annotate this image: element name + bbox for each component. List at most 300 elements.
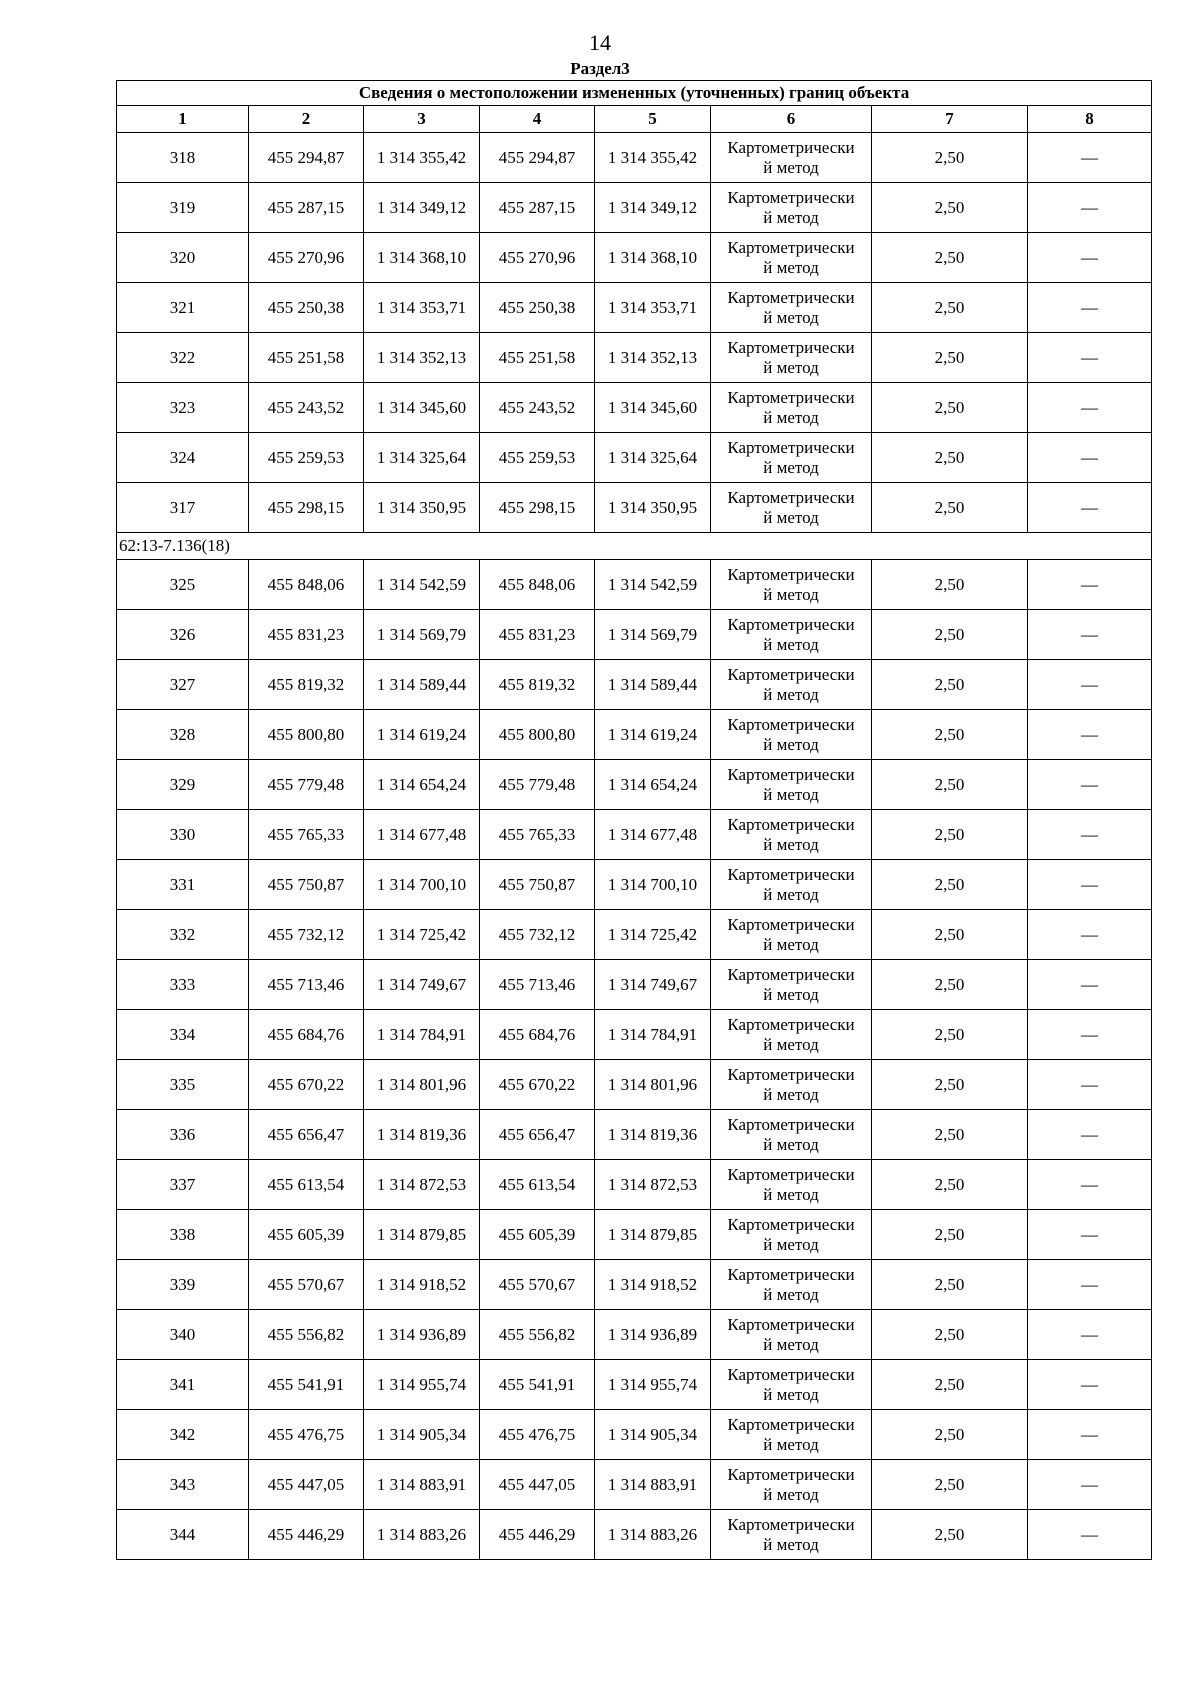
precision-value: 2,50 [872, 483, 1028, 533]
table-title: Сведения о местоположении измененных (уточненных) границ объекта [117, 81, 1152, 106]
x-new: 455 446,29 [480, 1510, 595, 1560]
y-new: 1 314 325,64 [595, 433, 711, 483]
x-new: 455 250,38 [480, 283, 595, 333]
description-dash: — [1028, 1510, 1152, 1560]
x-existing: 455 800,80 [249, 710, 364, 760]
precision-value: 2,50 [872, 660, 1028, 710]
x-existing: 455 294,87 [249, 133, 364, 183]
y-new: 1 314 352,13 [595, 333, 711, 383]
x-existing: 455 250,38 [249, 283, 364, 333]
method-text-line1: Картометрически [727, 1014, 855, 1034]
x-existing: 455 541,91 [249, 1360, 364, 1410]
method-cell [711, 1210, 872, 1260]
point-number: 320 [117, 233, 249, 283]
y-new: 1 314 883,91 [595, 1460, 711, 1510]
y-new: 1 314 905,34 [595, 1410, 711, 1460]
method-text-line2: й метод [763, 1434, 819, 1454]
method-text-line2: й метод [763, 1184, 819, 1204]
point-number: 335 [117, 1060, 249, 1110]
y-new: 1 314 725,42 [595, 910, 711, 960]
method-text-line2: й метод [763, 934, 819, 954]
y-existing: 1 314 819,36 [364, 1110, 480, 1160]
y-new: 1 314 784,91 [595, 1010, 711, 1060]
precision-value: 2,50 [872, 1410, 1028, 1460]
method-cell [711, 910, 872, 960]
description-dash: — [1028, 183, 1152, 233]
method-cell [711, 710, 872, 760]
method-text-line2: й метод [763, 207, 819, 227]
method-text-line2: й метод [763, 1534, 819, 1554]
x-existing: 455 779,48 [249, 760, 364, 810]
point-number: 322 [117, 333, 249, 383]
point-number: 323 [117, 383, 249, 433]
description-dash: — [1028, 710, 1152, 760]
table-row [117, 1060, 1152, 1110]
table-row [117, 910, 1152, 960]
method-text-line1: Картометрически [727, 1414, 855, 1434]
y-new: 1 314 801,96 [595, 1060, 711, 1110]
precision-value: 2,50 [872, 1060, 1028, 1110]
x-existing: 455 670,22 [249, 1060, 364, 1110]
column-header: 3 [364, 106, 480, 133]
method-cell [711, 183, 872, 233]
y-existing: 1 314 542,59 [364, 560, 480, 610]
method-text-line1: Картометрически [727, 287, 855, 307]
x-new: 455 765,33 [480, 810, 595, 860]
description-dash: — [1028, 1060, 1152, 1110]
method-text-line2: й метод [763, 307, 819, 327]
table-row [117, 183, 1152, 233]
description-dash: — [1028, 1160, 1152, 1210]
method-cell [711, 1360, 872, 1410]
description-dash: — [1028, 660, 1152, 710]
y-new: 1 314 619,24 [595, 710, 711, 760]
precision-value: 2,50 [872, 183, 1028, 233]
column-header: 1 [117, 106, 249, 133]
x-existing: 455 556,82 [249, 1310, 364, 1360]
method-cell [711, 860, 872, 910]
method-cell [711, 660, 872, 710]
y-new: 1 314 345,60 [595, 383, 711, 433]
y-new: 1 314 355,42 [595, 133, 711, 183]
column-header: 5 [595, 106, 711, 133]
precision-value: 2,50 [872, 610, 1028, 660]
y-new: 1 314 589,44 [595, 660, 711, 710]
x-new: 455 294,87 [480, 133, 595, 183]
description-dash: — [1028, 1360, 1152, 1410]
precision-value: 2,50 [872, 1360, 1028, 1410]
table-row [117, 133, 1152, 183]
y-new: 1 314 349,12 [595, 183, 711, 233]
y-existing: 1 314 353,71 [364, 283, 480, 333]
table-row [117, 1010, 1152, 1060]
precision-value: 2,50 [872, 1210, 1028, 1260]
x-existing: 455 259,53 [249, 433, 364, 483]
table-row [117, 1510, 1152, 1560]
precision-value: 2,50 [872, 233, 1028, 283]
method-text-line2: й метод [763, 834, 819, 854]
description-dash: — [1028, 1260, 1152, 1310]
y-existing: 1 314 784,91 [364, 1010, 480, 1060]
y-new: 1 314 368,10 [595, 233, 711, 283]
y-new: 1 314 353,71 [595, 283, 711, 333]
y-existing: 1 314 883,91 [364, 1460, 480, 1510]
precision-value: 2,50 [872, 1460, 1028, 1510]
y-existing: 1 314 918,52 [364, 1260, 480, 1310]
group-label: 62:13-7.136(18) [117, 533, 1152, 560]
method-cell [711, 1110, 872, 1160]
precision-value: 2,50 [872, 810, 1028, 860]
y-existing: 1 314 350,95 [364, 483, 480, 533]
method-text-line1: Картометрически [727, 614, 855, 634]
y-existing: 1 314 352,13 [364, 333, 480, 383]
point-number: 324 [117, 433, 249, 483]
column-header: 6 [711, 106, 872, 133]
method-text-line1: Картометрически [727, 1364, 855, 1384]
x-existing: 455 656,47 [249, 1110, 364, 1160]
y-new: 1 314 654,24 [595, 760, 711, 810]
x-existing: 455 613,54 [249, 1160, 364, 1210]
method-text-line2: й метод [763, 584, 819, 604]
y-existing: 1 314 905,34 [364, 1410, 480, 1460]
method-text-line1: Картометрически [727, 137, 855, 157]
method-cell [711, 1010, 872, 1060]
table-row [117, 1460, 1152, 1510]
method-text-line2: й метод [763, 984, 819, 1004]
x-new: 455 670,22 [480, 1060, 595, 1110]
x-new: 455 259,53 [480, 433, 595, 483]
point-number: 343 [117, 1460, 249, 1510]
method-cell [711, 1060, 872, 1110]
x-existing: 455 713,46 [249, 960, 364, 1010]
description-dash: — [1028, 1010, 1152, 1060]
table-row [117, 660, 1152, 710]
y-new: 1 314 936,89 [595, 1310, 711, 1360]
method-cell [711, 560, 872, 610]
method-cell [711, 333, 872, 383]
column-header: 4 [480, 106, 595, 133]
precision-value: 2,50 [872, 1010, 1028, 1060]
method-text-line2: й метод [763, 357, 819, 377]
point-number: 331 [117, 860, 249, 910]
x-existing: 455 732,12 [249, 910, 364, 960]
description-dash: — [1028, 1410, 1152, 1460]
table-row [117, 383, 1152, 433]
table-row [117, 483, 1152, 533]
x-new: 455 556,82 [480, 1310, 595, 1360]
point-number: 317 [117, 483, 249, 533]
method-cell [711, 1160, 872, 1210]
method-cell [711, 133, 872, 183]
y-existing: 1 314 801,96 [364, 1060, 480, 1110]
x-new: 455 750,87 [480, 860, 595, 910]
x-new: 455 476,75 [480, 1410, 595, 1460]
description-dash: — [1028, 333, 1152, 383]
method-cell [711, 433, 872, 483]
x-existing: 455 243,52 [249, 383, 364, 433]
method-text-line2: й метод [763, 257, 819, 277]
method-text-line1: Картометрически [727, 664, 855, 684]
point-number: 318 [117, 133, 249, 183]
method-text-line1: Картометрически [727, 1064, 855, 1084]
y-new: 1 314 542,59 [595, 560, 711, 610]
x-new: 455 800,80 [480, 710, 595, 760]
table-title-row [117, 81, 1152, 106]
column-header: 8 [1028, 106, 1152, 133]
description-dash: — [1028, 1310, 1152, 1360]
method-text-line1: Картометрически [727, 1164, 855, 1184]
x-existing: 455 446,29 [249, 1510, 364, 1560]
description-dash: — [1028, 760, 1152, 810]
method-text-line2: й метод [763, 1084, 819, 1104]
x-existing: 455 750,87 [249, 860, 364, 910]
x-new: 455 251,58 [480, 333, 595, 383]
x-new: 455 243,52 [480, 383, 595, 433]
y-existing: 1 314 569,79 [364, 610, 480, 660]
precision-value: 2,50 [872, 860, 1028, 910]
method-cell [711, 233, 872, 283]
description-dash: — [1028, 810, 1152, 860]
x-new: 455 541,91 [480, 1360, 595, 1410]
x-new: 455 656,47 [480, 1110, 595, 1160]
precision-value: 2,50 [872, 1510, 1028, 1560]
y-new: 1 314 883,26 [595, 1510, 711, 1560]
table-row [117, 810, 1152, 860]
y-new: 1 314 872,53 [595, 1160, 711, 1210]
y-existing: 1 314 325,64 [364, 433, 480, 483]
y-new: 1 314 955,74 [595, 1360, 711, 1410]
point-number: 328 [117, 710, 249, 760]
method-cell [711, 383, 872, 433]
description-dash: — [1028, 483, 1152, 533]
precision-value: 2,50 [872, 1110, 1028, 1160]
method-text-line1: Картометрически [727, 237, 855, 257]
method-text-line1: Картометрически [727, 1214, 855, 1234]
method-cell [711, 483, 872, 533]
table-header-row [117, 106, 1152, 133]
x-new: 455 298,15 [480, 483, 595, 533]
method-text-line1: Картометрически [727, 914, 855, 934]
x-new: 455 779,48 [480, 760, 595, 810]
description-dash: — [1028, 560, 1152, 610]
x-existing: 455 570,67 [249, 1260, 364, 1310]
method-text-line2: й метод [763, 884, 819, 904]
point-number: 332 [117, 910, 249, 960]
table-row [117, 1160, 1152, 1210]
description-dash: — [1028, 283, 1152, 333]
point-number: 326 [117, 610, 249, 660]
column-header: 7 [872, 106, 1028, 133]
point-number: 329 [117, 760, 249, 810]
x-existing: 455 605,39 [249, 1210, 364, 1260]
method-text-line1: Картометрически [727, 1264, 855, 1284]
y-new: 1 314 350,95 [595, 483, 711, 533]
point-number: 327 [117, 660, 249, 710]
x-existing: 455 848,06 [249, 560, 364, 610]
precision-value: 2,50 [872, 433, 1028, 483]
y-existing: 1 314 879,85 [364, 1210, 480, 1260]
table-row [117, 710, 1152, 760]
x-new: 455 732,12 [480, 910, 595, 960]
method-cell [711, 810, 872, 860]
table-row [117, 960, 1152, 1010]
x-existing: 455 819,32 [249, 660, 364, 710]
method-text-line2: й метод [763, 407, 819, 427]
y-existing: 1 314 355,42 [364, 133, 480, 183]
method-text-line2: й метод [763, 1484, 819, 1504]
precision-value: 2,50 [872, 283, 1028, 333]
point-number: 336 [117, 1110, 249, 1160]
method-text-line1: Картометрически [727, 1514, 855, 1534]
precision-value: 2,50 [872, 760, 1028, 810]
description-dash: — [1028, 1210, 1152, 1260]
section-title: Раздел3 [570, 59, 630, 78]
y-existing: 1 314 749,67 [364, 960, 480, 1010]
y-new: 1 314 918,52 [595, 1260, 711, 1310]
table-row [117, 560, 1152, 610]
point-number: 344 [117, 1510, 249, 1560]
precision-value: 2,50 [872, 560, 1028, 610]
x-new: 455 270,96 [480, 233, 595, 283]
x-new: 455 613,54 [480, 1160, 595, 1210]
method-cell [711, 1310, 872, 1360]
y-existing: 1 314 955,74 [364, 1360, 480, 1410]
point-number: 339 [117, 1260, 249, 1310]
precision-value: 2,50 [872, 1260, 1028, 1310]
method-text-line2: й метод [763, 1034, 819, 1054]
x-existing: 455 831,23 [249, 610, 364, 660]
precision-value: 2,50 [872, 383, 1028, 433]
y-existing: 1 314 936,89 [364, 1310, 480, 1360]
description-dash: — [1028, 1110, 1152, 1160]
boundary-coordinates-table [116, 80, 1152, 1560]
x-existing: 455 765,33 [249, 810, 364, 860]
precision-value: 2,50 [872, 910, 1028, 960]
table-row [117, 433, 1152, 483]
y-existing: 1 314 677,48 [364, 810, 480, 860]
x-new: 455 570,67 [480, 1260, 595, 1310]
group-row [117, 533, 1152, 560]
method-text-line2: й метод [763, 457, 819, 477]
x-new: 455 713,46 [480, 960, 595, 1010]
method-text-line1: Картометрически [727, 814, 855, 834]
description-dash: — [1028, 860, 1152, 910]
point-number: 321 [117, 283, 249, 333]
table-row [117, 610, 1152, 660]
y-existing: 1 314 619,24 [364, 710, 480, 760]
method-text-line1: Картометрически [727, 764, 855, 784]
y-new: 1 314 749,67 [595, 960, 711, 1010]
table-row [117, 333, 1152, 383]
method-text-line2: й метод [763, 1284, 819, 1304]
method-text-line1: Картометрически [727, 1464, 855, 1484]
x-new: 455 287,15 [480, 183, 595, 233]
description-dash: — [1028, 610, 1152, 660]
method-text-line2: й метод [763, 684, 819, 704]
table-row [117, 860, 1152, 910]
table-row [117, 1310, 1152, 1360]
table-row [117, 760, 1152, 810]
point-number: 325 [117, 560, 249, 610]
x-new: 455 848,06 [480, 560, 595, 610]
method-text-line2: й метод [763, 1334, 819, 1354]
precision-value: 2,50 [872, 1310, 1028, 1360]
x-new: 455 447,05 [480, 1460, 595, 1510]
point-number: 338 [117, 1210, 249, 1260]
table-row [117, 283, 1152, 333]
method-text-line2: й метод [763, 507, 819, 527]
x-new: 455 831,23 [480, 610, 595, 660]
method-cell [711, 283, 872, 333]
point-number: 341 [117, 1360, 249, 1410]
x-existing: 455 287,15 [249, 183, 364, 233]
method-text-line1: Картометрически [727, 387, 855, 407]
method-text-line2: й метод [763, 1234, 819, 1254]
precision-value: 2,50 [872, 1160, 1028, 1210]
point-number: 337 [117, 1160, 249, 1210]
precision-value: 2,50 [872, 333, 1028, 383]
y-existing: 1 314 872,53 [364, 1160, 480, 1210]
point-number: 342 [117, 1410, 249, 1460]
page-number: 14 [589, 30, 611, 55]
y-existing: 1 314 368,10 [364, 233, 480, 283]
y-existing: 1 314 589,44 [364, 660, 480, 710]
y-existing: 1 314 345,60 [364, 383, 480, 433]
x-existing: 455 447,05 [249, 1460, 364, 1510]
method-text-line1: Картометрически [727, 864, 855, 884]
method-text-line2: й метод [763, 157, 819, 177]
method-cell [711, 1460, 872, 1510]
y-existing: 1 314 349,12 [364, 183, 480, 233]
x-existing: 455 476,75 [249, 1410, 364, 1460]
table-row [117, 1360, 1152, 1410]
point-number: 319 [117, 183, 249, 233]
method-text-line1: Картометрически [727, 714, 855, 734]
y-existing: 1 314 725,42 [364, 910, 480, 960]
description-dash: — [1028, 1460, 1152, 1510]
method-text-line2: й метод [763, 1134, 819, 1154]
method-text-line2: й метод [763, 784, 819, 804]
method-text-line1: Картометрически [727, 1314, 855, 1334]
precision-value: 2,50 [872, 133, 1028, 183]
point-number: 340 [117, 1310, 249, 1360]
x-existing: 455 684,76 [249, 1010, 364, 1060]
method-cell [711, 1260, 872, 1310]
table-row [117, 233, 1152, 283]
y-new: 1 314 569,79 [595, 610, 711, 660]
y-existing: 1 314 883,26 [364, 1510, 480, 1560]
y-existing: 1 314 700,10 [364, 860, 480, 910]
table-row [117, 1210, 1152, 1260]
table-row [117, 1260, 1152, 1310]
description-dash: — [1028, 133, 1152, 183]
method-text-line1: Картометрически [727, 437, 855, 457]
y-new: 1 314 819,36 [595, 1110, 711, 1160]
point-number: 334 [117, 1010, 249, 1060]
method-text-line2: й метод [763, 634, 819, 654]
method-text-line1: Картометрически [727, 487, 855, 507]
x-existing: 455 251,58 [249, 333, 364, 383]
method-cell [711, 1510, 872, 1560]
precision-value: 2,50 [872, 710, 1028, 760]
table-row [117, 1110, 1152, 1160]
y-existing: 1 314 654,24 [364, 760, 480, 810]
method-text-line1: Картометрически [727, 564, 855, 584]
y-new: 1 314 700,10 [595, 860, 711, 910]
description-dash: — [1028, 233, 1152, 283]
x-existing: 455 270,96 [249, 233, 364, 283]
point-number: 330 [117, 810, 249, 860]
